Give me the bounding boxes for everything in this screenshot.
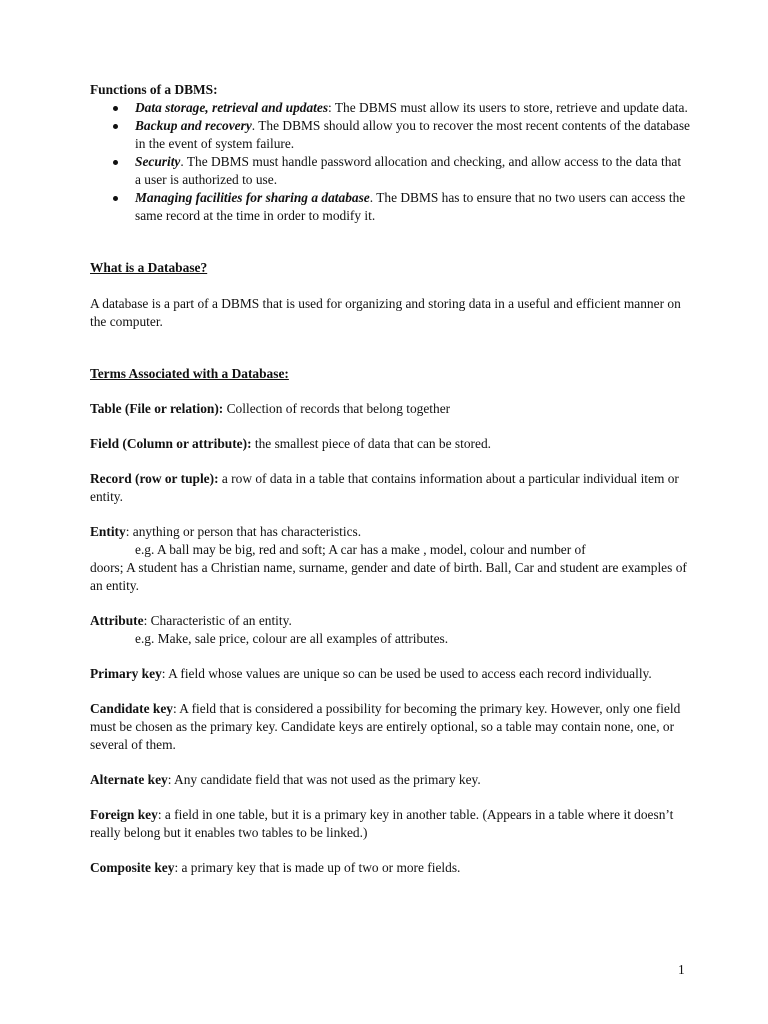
term-field	[90, 435, 690, 453]
term-definition: Collection of records that belong together	[223, 401, 451, 416]
term-label: Foreign key	[90, 807, 158, 822]
function-term: Managing facilities for sharing a database	[135, 190, 370, 205]
what-is-heading: What is a Database?	[90, 260, 208, 275]
bullet-icon	[113, 160, 118, 165]
function-text: . The DBMS has to ensure that no two users can access the same record at the time in order to modify it.	[135, 190, 686, 223]
function-term: Security	[135, 154, 181, 169]
function-text: . The DBMS should allow you to recover the most recent contents of the database in the event of system failure.	[135, 118, 690, 151]
term-label: Candidate key	[90, 701, 173, 716]
entity-example-first-line: e.g. A ball may be big, red and soft; A car has a make , model, colour and number of	[135, 542, 586, 557]
term-definition: : Any candidate field that was not used as the primary key.	[167, 772, 481, 787]
term-definition: : Characteristic of an entity.	[143, 613, 292, 628]
term-definition: : a primary key that is made up of two or more fields.	[174, 860, 461, 875]
term-record	[90, 470, 690, 506]
function-text: : The DBMS must allow its users to store, retrieve and update data.	[328, 100, 688, 115]
term-label: Table (File or relation):	[90, 401, 224, 416]
function-item	[90, 189, 690, 225]
term-definition: : A field whose values are unique so can be used be used to access each record individually.	[161, 666, 652, 681]
term-label: Composite key	[90, 860, 175, 875]
bullet-icon	[113, 196, 118, 201]
term-table	[90, 400, 690, 418]
function-term: Backup and recovery	[135, 118, 252, 133]
function-item	[90, 117, 690, 153]
term-label: Record (row or tuple):	[90, 471, 219, 486]
function-item	[90, 99, 690, 117]
term-label: Attribute	[90, 613, 144, 628]
terms-heading: Terms Associated with a Database:	[90, 366, 289, 381]
term-primary-key	[90, 665, 690, 683]
term-definition: : A field that is considered a possibility for becoming the primary key. However, only one field must be chosen as the primary key. Candidate keys are entirely optional, so a table may contain none, one, or several of them.	[90, 701, 681, 752]
term-candidate-key	[90, 700, 690, 754]
term-entity	[90, 523, 690, 541]
term-composite-key	[90, 859, 690, 877]
function-term: Data storage, retrieval and updates	[135, 100, 329, 115]
term-definition: a row of data in a table that contains information about a particular individual item or entity.	[90, 471, 679, 504]
term-definition: the smallest piece of data that can be stored.	[251, 436, 491, 451]
functions-list	[90, 99, 690, 225]
bullet-icon	[113, 106, 118, 111]
term-foreign-key	[90, 806, 690, 842]
function-text: . The DBMS must handle password allocation and checking, and allow access to the data that a user is authorized to use.	[135, 154, 682, 187]
term-definition: : a field in one table, but it is a primary key in another table. (Appears in a table where it doesn’t really belong but it enables two tables to be linked.)	[90, 807, 674, 840]
functions-heading: Functions of a DBMS:	[90, 82, 218, 97]
term-alternate-key	[90, 771, 690, 789]
document-content	[90, 81, 690, 877]
term-label: Entity	[90, 524, 126, 539]
bullet-icon	[113, 124, 118, 129]
attribute-example: e.g. Make, sale price, colour are all examples of attributes.	[135, 631, 449, 646]
term-label: Field (Column or attribute):	[90, 436, 252, 451]
term-attribute	[90, 612, 690, 630]
function-item	[90, 153, 690, 189]
page-number: 1	[678, 962, 685, 977]
term-label: Alternate key	[90, 772, 168, 787]
entity-example-rest: doors; A student has a Christian name, surname, gender and date of birth. Ball, Car and student are examples of an entity.	[90, 560, 687, 593]
term-label: Primary key	[90, 666, 162, 681]
what-is-text: A database is a part of a DBMS that is used for organizing and storing data in a useful and efficient manner on the computer.	[90, 296, 681, 329]
term-definition: : anything or person that has characteristics.	[125, 524, 362, 539]
